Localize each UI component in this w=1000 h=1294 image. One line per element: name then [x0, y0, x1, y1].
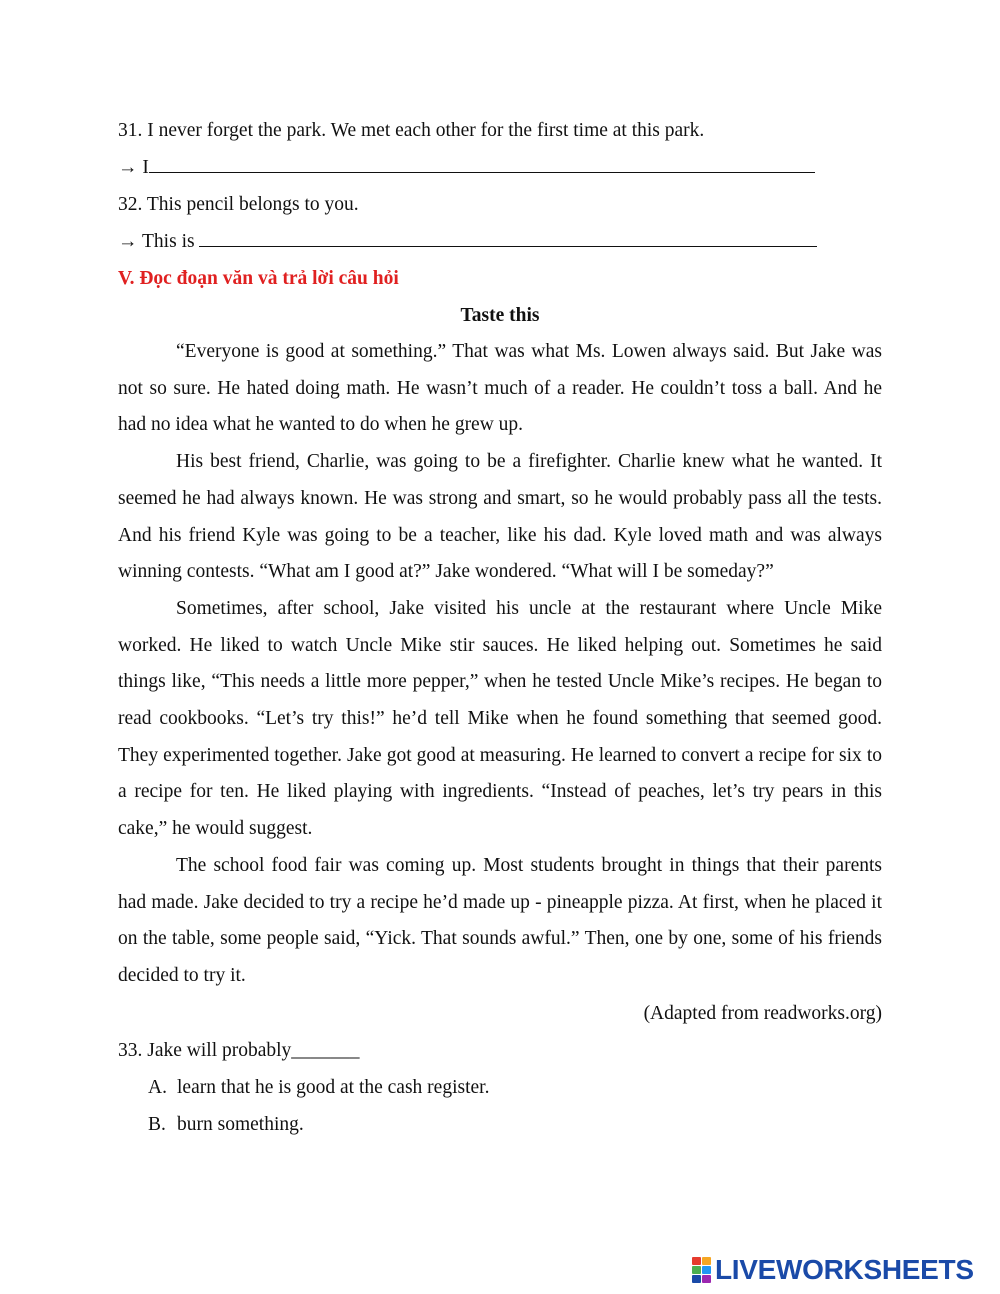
question-33-option-a[interactable]	[118, 1069, 882, 1106]
question-31-prompt: 31. I never forget the park. We met each other for the first time at this park.	[118, 120, 705, 141]
question-31-answer-blank[interactable]	[149, 150, 815, 173]
question-32-answer-line	[118, 223, 882, 260]
question-33-stem: 33. Jake will probably_______	[118, 1039, 360, 1061]
liveworksheets-logo-icon	[692, 1257, 712, 1283]
passage-paragraph-4: The school food fair was coming up. Most students brought in things that their parents had made. Jake decided to try a recipe he’d made up - pineapple pizza. At first, when he placed it on the table, some people said, “Yick. That sounds awful.” Then, one by one, some of his friends decided to try it.	[118, 854, 882, 986]
worksheet-page	[118, 112, 882, 1143]
liveworksheets-logo-text: LIVEWORKSHEETS	[715, 1254, 974, 1285]
passage-paragraph-3: Sometimes, after school, Jake visited his uncle at the restaurant where Uncle Mike worked. He liked to watch Uncle Mike stir sauces. He liked helping out. Sometimes he said things like, “This needs a little more pepper,” when he tested Uncle Mike’s recipes. He began to read cookbooks. “Let’s try this!” he’d tell Mike when he found something that seemed good. They experimented together. Jake got good at measuring. He learned to convert a recipe for six to a recipe for ten. He liked playing with ingredients. “Instead of peaches, let’s try pears in this cake,” he would suggest.	[118, 597, 882, 840]
passage-paragraph-1: “Everyone is good at something.” That was what Ms. Lowen always said. But Jake was not so sure. He hated doing math. He wasn’t much of a reader. He couldn’t toss a ball. And he had no idea what he wanted to do when he grew up.	[118, 341, 882, 436]
question-31-answer-line	[118, 149, 882, 186]
passage-title: Taste this	[460, 305, 540, 326]
section-heading: V. Đọc đoạn văn và trả lời câu hỏi	[118, 268, 399, 289]
question-32-answer-start: → This is	[118, 231, 200, 252]
passage-paragraph-2: His best friend, Charlie, was going to be a firefighter. Charlie knew what he wanted. It seemed he had always known. He was strong and smart, so he would probably pass all the tests. And his friend Kyle was going to be a teacher, like his dad. Kyle loved math and was always winning contests. “What am I good at?” Jake wondered. “What will I be someday?”	[118, 451, 882, 583]
passage-source: (Adapted from readworks.org)	[643, 1002, 882, 1024]
question-32-answer-blank[interactable]	[199, 224, 817, 247]
option-a-letter: A.	[148, 1076, 167, 1098]
question-31-answer-start: → I	[118, 157, 149, 178]
liveworksheets-logo	[692, 1254, 974, 1286]
option-a-text: learn that he is good at the cash register.	[177, 1076, 490, 1098]
question-33-option-b[interactable]	[118, 1106, 882, 1143]
option-b-text: burn something.	[177, 1113, 304, 1135]
option-b-letter: B.	[148, 1113, 166, 1135]
question-32-prompt: 32. This pencil belongs to you.	[118, 194, 359, 215]
